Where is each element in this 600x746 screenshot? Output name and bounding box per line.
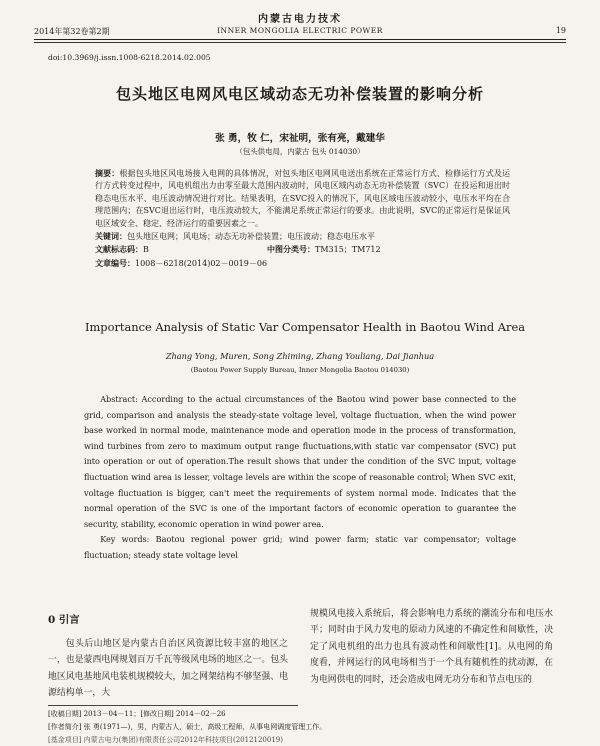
keywords-cn-label: 关键词： xyxy=(95,231,127,242)
page-header xyxy=(34,10,566,48)
abstract-en-text: According to the actual circumstances of the Baotou wind power base connected to the grid, comparison and analysis the steady-state voltage level, voltage fluctuation, when the wind power base worked in normal mode, maintenance mode and operation mode in the process of transformation, wind turbines from zero to maximum output range fluctuations,with static var compensator (SVC) put into operation or out of operation.The result shows that under the condition of the SVC input, voltage fluctuation wind area is lesser, voltage levels are within the scope of reasonable control; When SVC exit, voltage fluctuation is bigger, can't meet the requirements of system normal mode. Indicates that the normal operation of the SVC is one of the important factors of economic operation to guarantee the security, stability, economic operation in wind power area. xyxy=(84,394,516,529)
keywords-en-label: Key words: xyxy=(100,534,150,545)
doc-code-label: 文献标志码： xyxy=(95,244,143,255)
issue-info: 2014年第32卷第2期 xyxy=(34,27,110,36)
codes-row xyxy=(95,243,510,256)
doc-code: B xyxy=(143,245,149,255)
affiliation-en: (Baotou Power Supply Bureau, Inner Mongolia Baotou 014030) xyxy=(190,366,410,374)
keywords-en: Baotou regional power grid; wind power farm; static var compensator; voltage fluctuation; steady state voltage level xyxy=(84,534,517,560)
keywords-cn: 包头地区电网；风电场；动态无功补偿装置；电压波动；稳态电压水平 xyxy=(127,232,375,242)
title-cn: 包头地区电网风电区域动态无功补偿装置的影响分析 xyxy=(115,85,484,103)
journal-name-cn: 内蒙古电力技术 xyxy=(258,14,342,25)
authors-en: Zhang Yong, Muren, Song Zhiming, Zhang Youliang, Dai Jianhua xyxy=(165,351,435,361)
footnote-rule xyxy=(48,705,298,706)
clc: TM315；TM712 xyxy=(315,245,381,255)
body-right-column: 规模风电接入系统后，将会影响电力系统的潮流分布和电压水平；同时由于风力发电的原动力风速的不确定性和间歇性，决定了风电机组的出力也具有波动性和间歇性[1]。从电网的角度看，并网运行的风电场相当于一个具有随机性的扰动源，在为电网供电的同时，还会造成电网无功分布和节点电压的 xyxy=(310,609,553,685)
article-no-row xyxy=(95,257,510,270)
page-number: 19 xyxy=(555,26,566,35)
title-en: Importance Analysis of Static Var Compensator Health in Baotou Wind Area xyxy=(85,320,525,334)
footnote-fund: [基金项目] 内蒙古电力(集团)有限责任公司2012年科技项目(2012120019) xyxy=(48,736,283,744)
section-heading: 0 引言 xyxy=(48,614,80,626)
header-rule xyxy=(34,39,566,40)
article-no: 1008－6218(2014)02－0019－06 xyxy=(135,258,268,268)
affiliation-cn: （包头供电局，内蒙古 包头 014030） xyxy=(235,147,365,156)
header-rule-thin xyxy=(34,42,566,43)
abstract-cn-label: 摘要： xyxy=(95,168,120,178)
abstract-cn xyxy=(95,167,510,270)
abstract-en-label: Abstract: xyxy=(100,394,138,404)
keywords-cn-row xyxy=(95,230,510,243)
abstract-cn-text: 根据包头地区风电场接入电网的具体情况，对包头地区电网风电送出系统在正常运行方式、检修运行方式及运行方式转变过程中，风电机组出力由零至最大范围内波动时，风电区域内动态无功补偿装置（SVC）在投运和退出时稳态电压水平、电压波动情况进行对比。结果表明，在SVC投入的情况下，风电区域电压波动较小，电压水平均在合理范围内；在SVC退出运行时，电压波动较大，不能满足系统正常运行的要求。由此说明，SVC的正常运行是保证风电区域安全、稳定、经济运行的重要因素之一。 xyxy=(95,169,510,228)
abstract-en xyxy=(84,392,516,564)
abstract-cn-body xyxy=(95,167,510,230)
footnote-received: [收稿日期] 2013－04－11；[修改日期] 2014－02－26 xyxy=(48,710,226,718)
clc-label: 中图分类号： xyxy=(267,244,315,255)
footnote-author: [作者简介] 张 勇(1971—)，男，内蒙古人，硕士，高级工程师，从事电网调度管理工作。 xyxy=(48,723,327,731)
article-no-label: 文章编号： xyxy=(95,257,135,268)
doi: doi:10.3969/j.issn.1008-6218.2014.02.005 xyxy=(48,53,211,62)
journal-name-en: INNER MONGOLIA ELECTRIC POWER xyxy=(217,26,383,35)
body-left-column: 包头后山地区是内蒙古自治区风资源比较丰富的地区之一，也是蒙西电网规划百万千瓦等级风电场的地区之一。包头地区风电基地风电装机规模较大，加之网架结构不够坚强、电源结构单一，大 xyxy=(48,639,288,699)
authors-cn: 张 勇，牧 仁，宋祉明，张有亮，戴建华 xyxy=(215,133,385,144)
